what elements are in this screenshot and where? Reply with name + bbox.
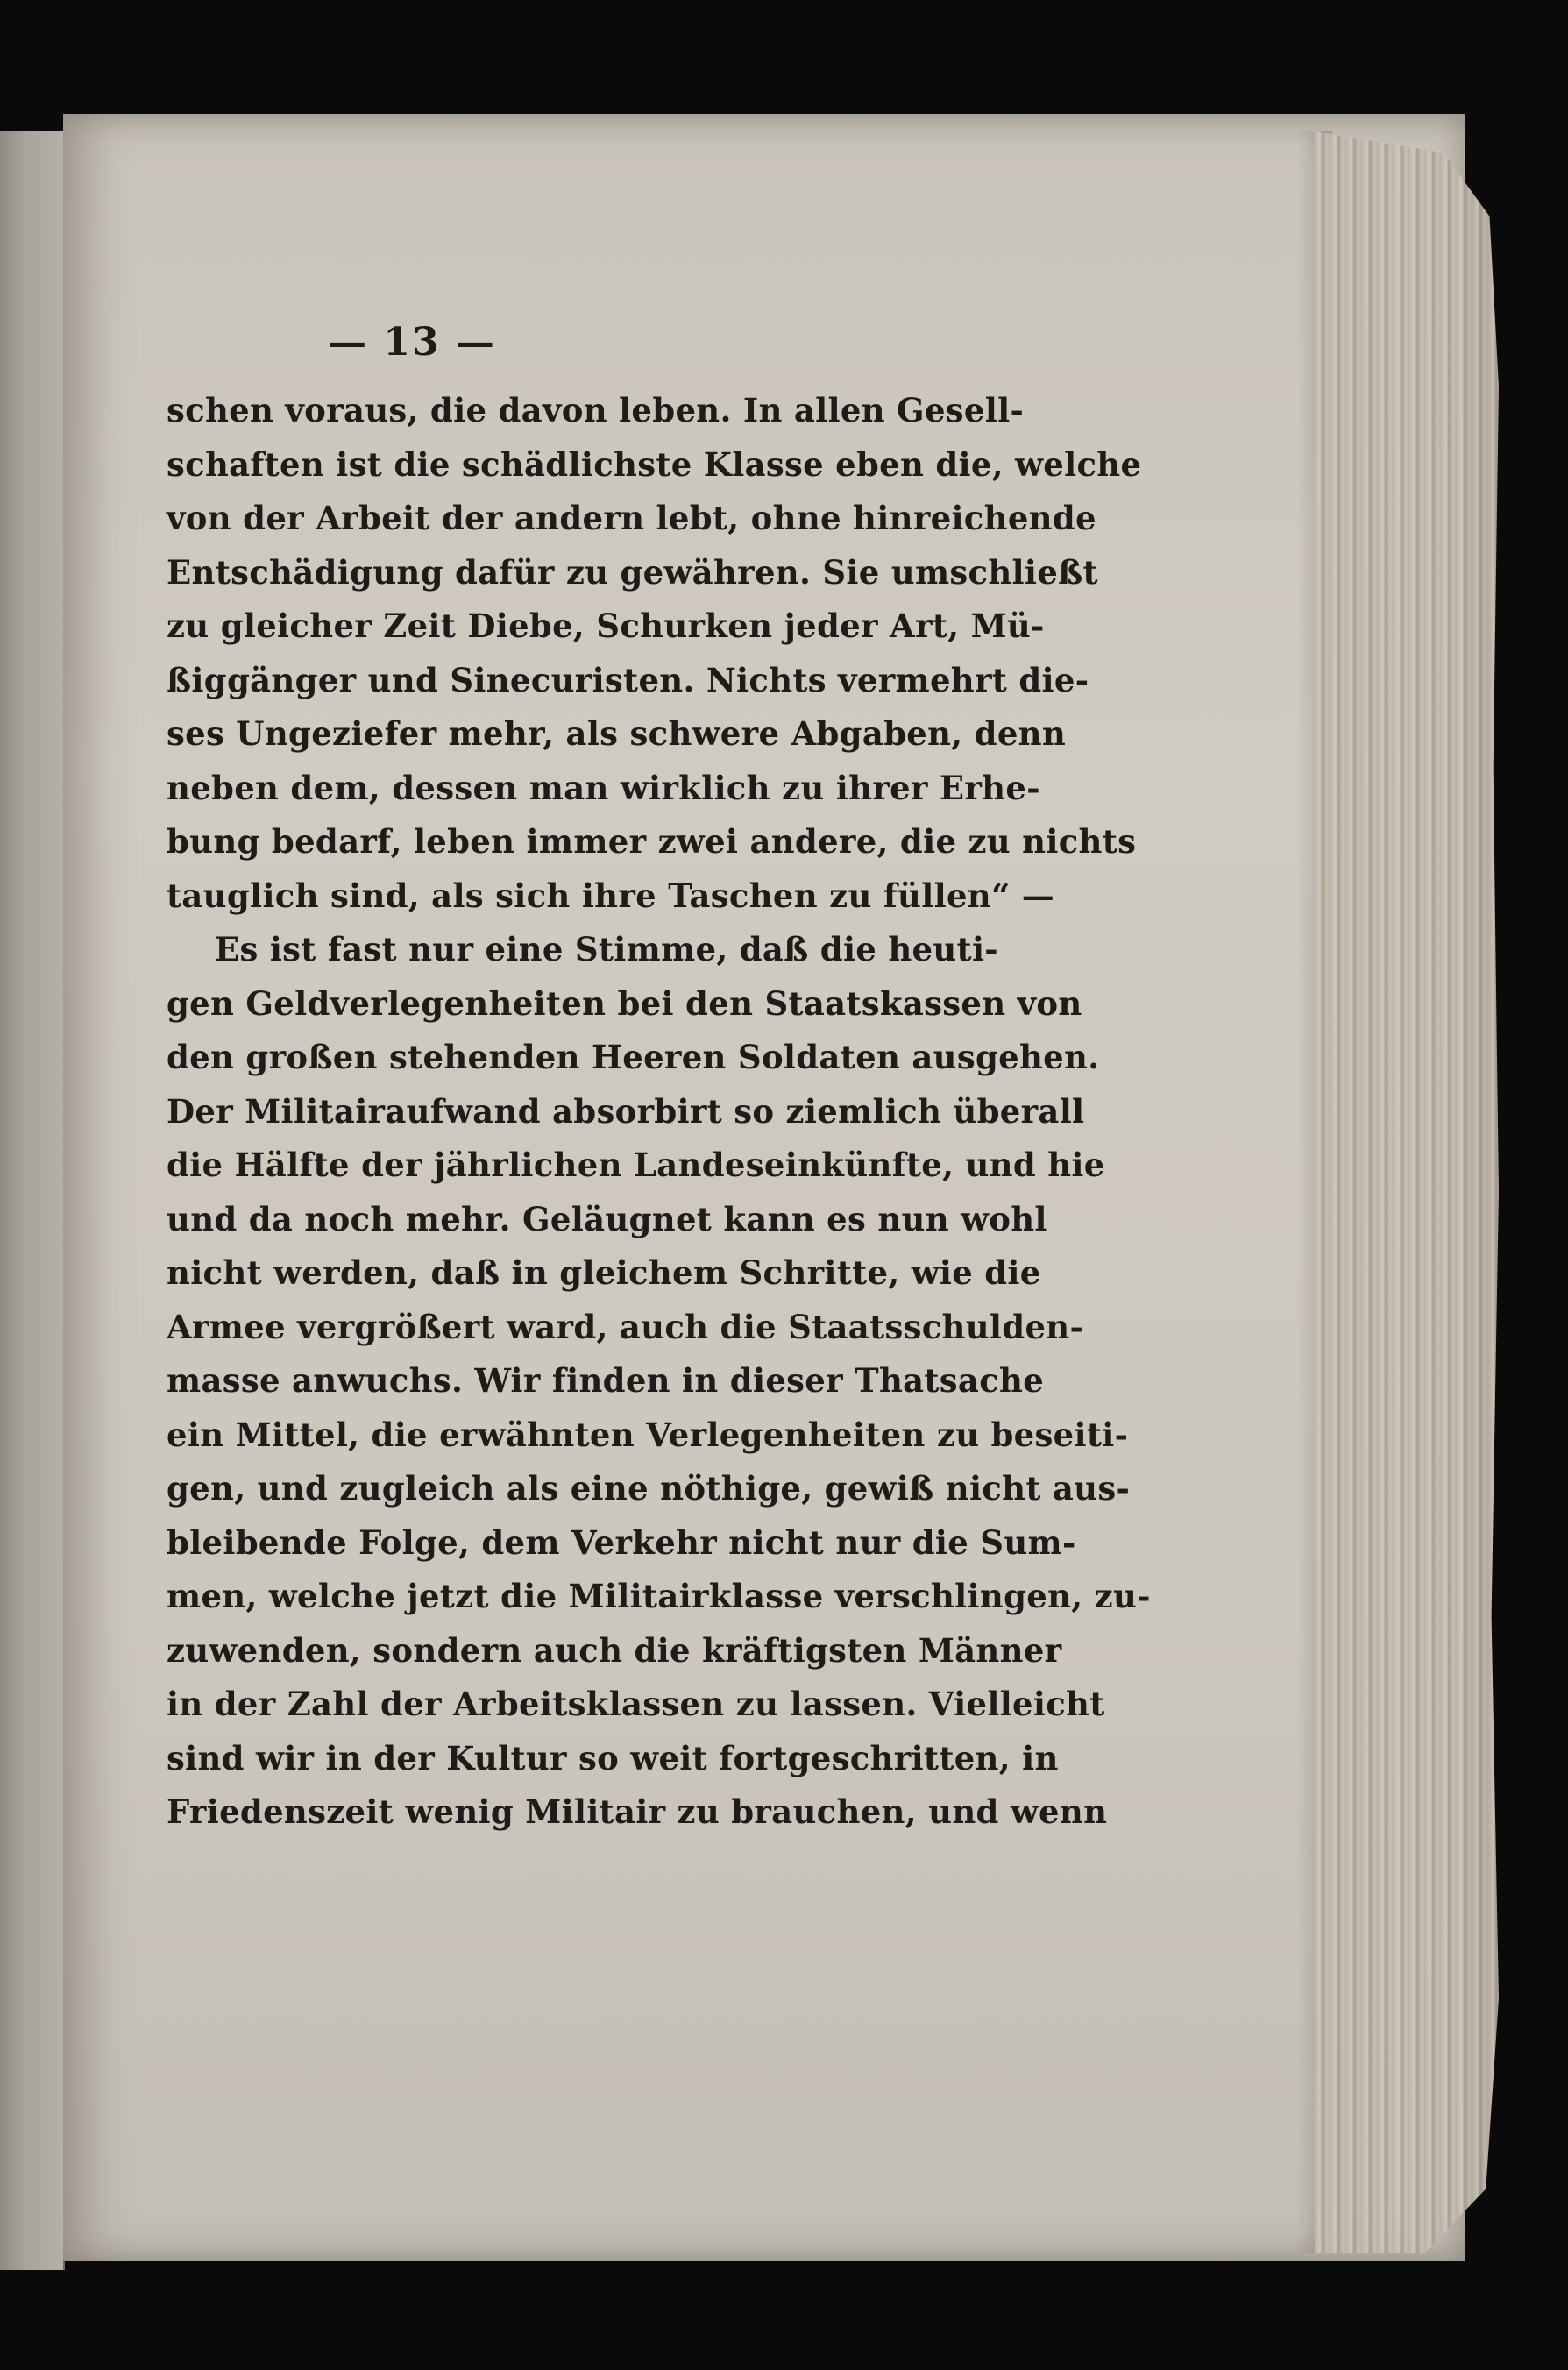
text-line: zu gleicher Zeit Diebe, Schurken jeder Art, Mü- [167,607,1045,645]
text-line: in der Zahl der Arbeitsklassen zu lassen. Vielleicht [167,1685,1105,1723]
text-line-paragraph-start: Es ist fast nur eine Stimme, daß die heuti- [215,930,998,969]
page-text-block [167,320,1151,1840]
text-line: nicht werden, daß in gleichem Schritte, wie die [167,1253,1041,1292]
text-line: tauglich sind, als sich ihre Taschen zu füllen“ — [167,876,1055,915]
text-line: bleibende Folge, dem Verkehr nicht nur die Sum- [167,1522,1076,1562]
text-line: die Hälfte der jährlichen Landeseinkünfte, und hie [167,1146,1105,1184]
book-fore-edge [1315,131,1499,2253]
text-line: den großen stehenden Heeren Soldaten ausgehen. [167,1038,1100,1076]
text-line: und da noch mehr. Geläugnet kann es nun wohl [167,1199,1047,1238]
text-line: Der Militairaufwand absorbirt so ziemlich überall [167,1091,1085,1131]
text-line: men, welche jetzt die Militairklasse verschlingen, zu- [167,1577,1151,1615]
text-line: gen Geldverlegenheiten bei den Staatskassen von [167,983,1082,1023]
text-line: ses Ungeziefer mehr, als schwere Abgaben, denn [167,714,1067,753]
text-line: neben dem, dessen man wirklich zu ihrer Erhe- [167,768,1040,807]
text-line: ein Mittel, die erwähnten Verlegenheiten zu beseiti- [167,1415,1129,1454]
text-line: bung bedarf, leben immer zwei andere, die zu nichts [167,822,1137,861]
text-line: Entschädigung dafür zu gewähren. Sie umschließt [167,552,1098,592]
text-line: zuwenden, sondern auch die kräftigsten Männer [167,1630,1062,1670]
text-line: masse anwuchs. Wir finden in dieser Thatsache [167,1361,1045,1400]
text-line: Friedenszeit wenig Militair zu brauchen, und wenn [167,1792,1108,1831]
text-line: ßiggänger und Sinecuristen. Nichts vermehrt die- [167,660,1089,699]
facing-page-edge [0,131,65,2270]
text-line: gen, und zugleich als eine nöthige, gewiß nicht aus- [167,1469,1131,1508]
text-line: sind wir in der Kultur so weit fortgeschritten, in [167,1738,1059,1778]
text-line: schaften ist die schädlichste Klasse eben die, welche [167,444,1142,484]
page-number: — 13 — [328,320,496,365]
text-line: von der Arbeit der andern lebt, ohne hinreichende [167,499,1096,537]
text-line: Armee vergrößert ward, auch die Staatsschulden- [167,1307,1084,1346]
text-line: schen voraus, die davon leben. In allen Gesell- [167,391,1025,429]
